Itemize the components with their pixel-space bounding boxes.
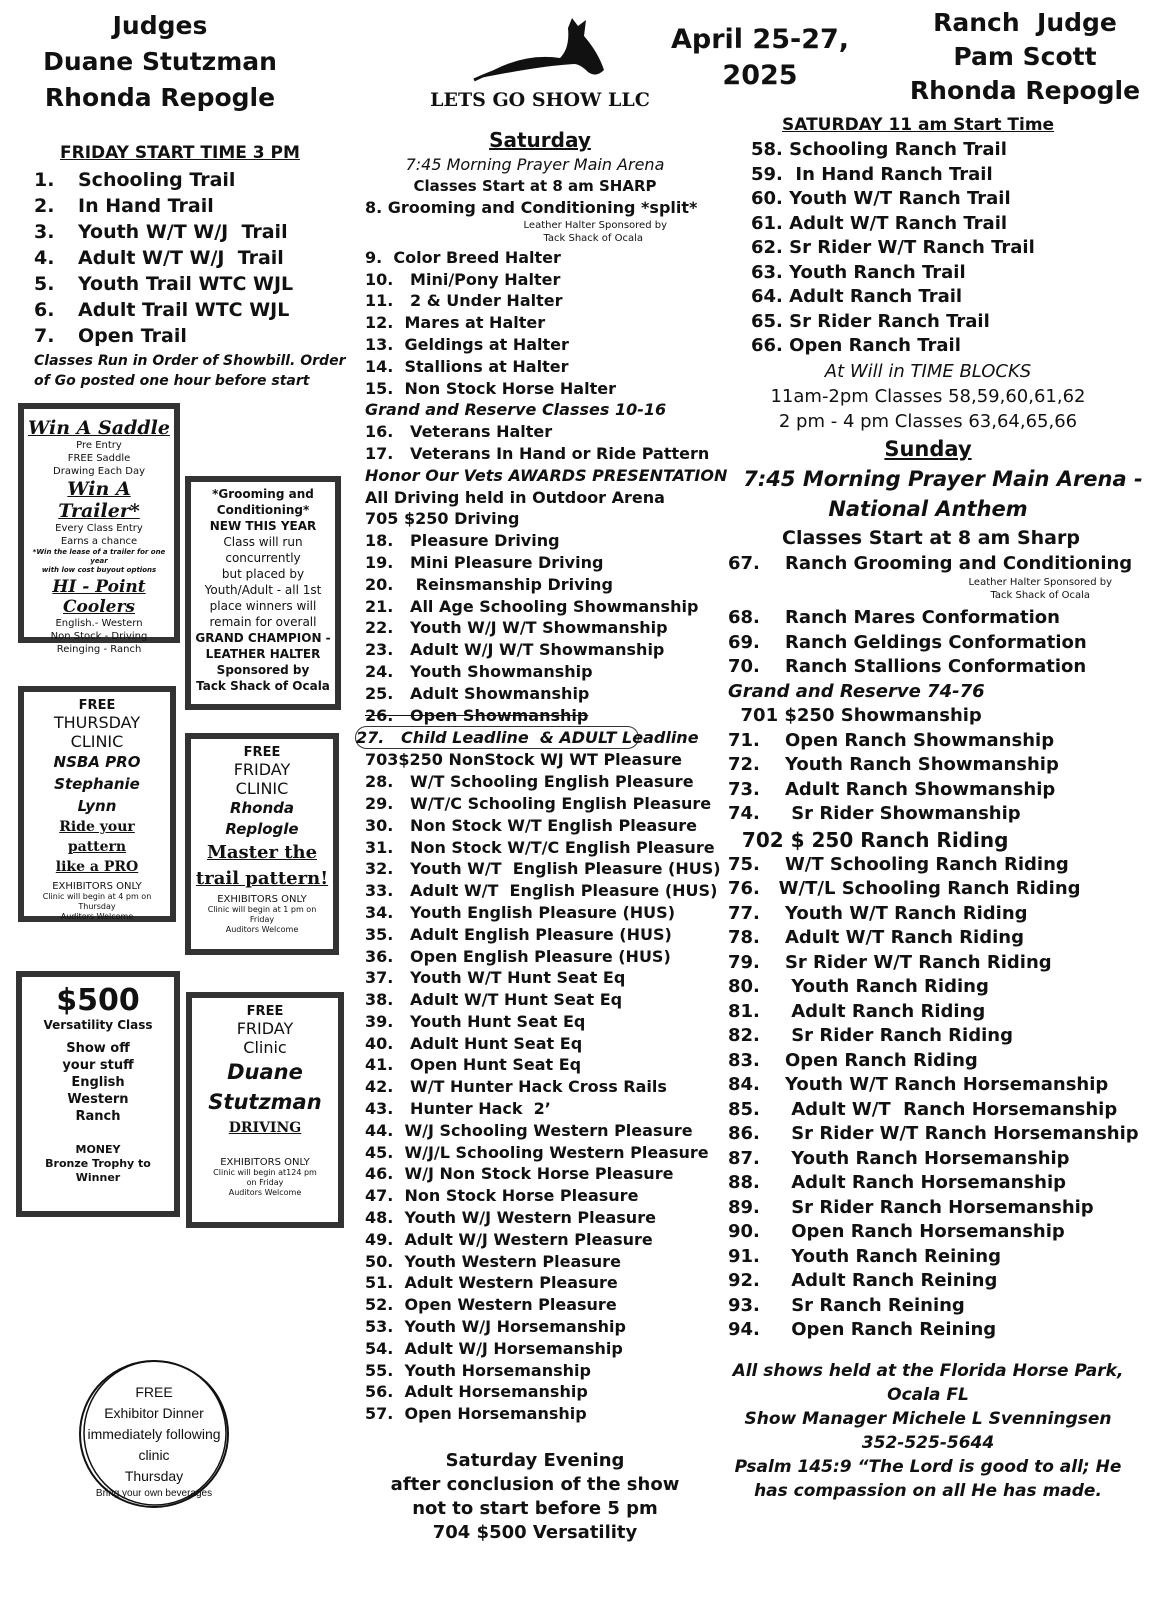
class-name: Youth W/T W/J Trail <box>78 221 288 243</box>
class-row: 28. W/T Schooling English Pleasure <box>365 772 694 792</box>
class-row: 82. Sr Rider Ranch Riding <box>728 1025 1013 1046</box>
class-row: 27. Child Leadline & ADULT Leadline <box>356 728 699 748</box>
logo-text: LETS GO SHOW LLC <box>430 89 650 111</box>
class-row <box>34 245 354 271</box>
class-number: 3. <box>34 221 55 243</box>
class-row: Grand and Reserve 74-76 <box>728 680 985 702</box>
class-number: 7. <box>34 325 55 347</box>
sunday-title: Sunday <box>884 436 972 461</box>
class-name: Youth Trail WTC WJL <box>78 273 294 295</box>
class-row: 702 $ 250 Ranch Riding <box>728 827 1009 852</box>
ranch-saturday-section: SATURDAY 11 am Start Time 58. Schooling Ranch Trail 59. In Hand Ranch Trail 60. Youth W/T Ranch Trail 61. Adult W/T Ranch Trail 62. Sr Rider W/T Ranch Trail 63. Youth Ranch Trail 64. Adult Ranch Trail 65. Sr Rider Ranch Trail 66. Open Ranch Trail At Will in TIME BLOCKS 11am-2pm Classes 58,59,60,61,62 2 pm - 4 pm Classes 63,64,65,66 Sunday 7:45 Morning Prayer Main Arena - National Anthem Classes Start at 8 am Sharp 67. Ranch Grooming and Conditioning Leather Halter Sponsored by Tack Shack of Ocala 68. Ranch Mares Conformation 69. Ranch Geldings Conformation 70. Ranch Stallions Conformation Grand and Reserve 74-76 701 $250 Showmanship 71. Open Ranch Showmanship 72. Youth Ranch Showmanship 73. Adult Ranch Showmanship 74. Sr Rider Showmanship 702 $ 250 Ranch Riding 75. W/T Schooling Ranch Riding 76. W/T/L Schooling Ranch Riding 77. Youth W/T Ranch Riding 78. Adult W/T Ranch Riding 79. Sr Rider W/T Ranch Riding 80. Youth Ranch Riding 81. Adult Ranch Riding 82. Sr Rider Ranch Riding 83. Open Ranch Riding 84. Youth W/T Ranch Horsemanship 85. Adult W/T Ranch Horsemanship 86. Sr Rider W/T Ranch Horsemanship 87. Youth Ranch Horsemanship 88. Adult Ranch Horsemanship 89. Sr Rider Ranch Horsemanship 90. Open Ranch Horsemanship 91. Youth Ranch Reining 92. Adult Ranch Reining 93. Sr Ranch Reining 94. Open Ranch Reining All shows held at the Florida Horse Park, Ocala FL Show Manager Michele L Svenningsen 352-525-5644 Psalm 145:9 “The Lord is good to all; He has compassion on all He has made. <box>728 112 1148 1503</box>
class-row <box>34 297 354 323</box>
judges-title: Judges <box>112 11 208 40</box>
footer-info: All shows held at the Florida Horse Park, Ocala FL Show Manager Michele L Svenningsen 352-525-5644 Psalm 145:9 “The Lord is good to all; He has compassion on all He has made. <box>732 1360 1124 1501</box>
class-row: 42. W/T Hunter Hack Cross Rails <box>365 1077 667 1097</box>
class-row: 26. Open Showmanship <box>365 705 589 725</box>
promo-box-versatility: $500 Versatility Class Show off your stuff English Western Ranch MONEY Bronze Trophy to Winner <box>16 971 180 1217</box>
class-row: 60. Youth W/T Ranch Trail <box>751 188 1011 209</box>
class-row: 62. Sr Rider W/T Ranch Trail <box>751 237 1035 258</box>
class-name: Adult Trail WTC WJL <box>78 299 290 321</box>
class-row <box>34 193 354 219</box>
class-row: 703$250 NonStock WJ WT Pleasure <box>365 750 682 770</box>
class-row: 51. Adult Western Pleasure <box>365 1273 618 1293</box>
class-row <box>34 271 354 297</box>
ranch-judge-title: Ranch Judge <box>933 8 1117 37</box>
class-row: 74. Sr Rider Showmanship <box>728 803 1021 824</box>
class-number: 4. <box>34 247 55 269</box>
class-row: 71. Open Ranch Showmanship <box>728 729 1055 751</box>
class-row: 64. Adult Ranch Trail <box>751 286 963 307</box>
promo-box-thursday-clinic: FREE THURSDAY CLINIC NSBA PRO Stephanie Lynn Ride your pattern like a PRO EXHIBITORS ONLY Clinic will begin at 4 pm on Thursday Auditors Welcome <box>18 686 176 922</box>
versatility-price: $500 <box>56 983 140 1018</box>
judges-block <box>20 8 300 116</box>
class-row: 24. Youth Showmanship <box>365 661 593 681</box>
class-row: 87. Youth Ranch Horsemanship <box>728 1147 1070 1169</box>
class-row: 16. Veterans Halter <box>365 422 553 442</box>
class-row: 63. Youth Ranch Trail <box>751 261 966 283</box>
saturday-title: Saturday <box>489 128 591 152</box>
class-row: 50. Youth Western Pleasure <box>365 1251 621 1271</box>
promo-box-saddle: Win A Saddle Pre Entry FREE Saddle Drawing Each Day Win A Trailer* Every Class Entry Earns a chance *Win the lease of a trailer for one year with low cost buyout options HI - Point Coolers English.- Western Non Stock - Driving Reinging - Ranch <box>18 403 180 643</box>
class-row: 54. Adult W/J Horsemanship <box>365 1338 623 1358</box>
class-row: 45. W/J/L Schooling Western Pleasure <box>365 1142 709 1162</box>
ranch-judge-name: Rhonda Repogle <box>909 76 1141 105</box>
class-row: 89. Sr Rider Ranch Horsemanship <box>728 1196 1094 1218</box>
class-row: 38. Adult W/T Hunt Seat Eq <box>365 990 623 1010</box>
class-row: 75. W/T Schooling Ranch Riding <box>728 853 1069 875</box>
class-row: 76. W/T/L Schooling Ranch Riding <box>728 878 1081 899</box>
class-row: 70. Ranch Stallions Conformation <box>728 656 1087 677</box>
class-row <box>34 323 354 349</box>
class-number: 1. <box>34 169 55 191</box>
class-row: 19. Mini Pleasure Driving <box>365 552 604 572</box>
class-name: Adult W/T W/J Trail <box>78 247 284 269</box>
sunday-grooming: 67. Ranch Grooming and Conditioning <box>728 552 1133 574</box>
promo-box-friday-clinic: FREE FRIDAY CLINIC Rhonda Replogle Master the trail pattern! EXHIBITORS ONLY Clinic will begin at 1 pm on Friday Auditors Welcome <box>185 733 339 955</box>
class-row: 15. Non Stock Horse Halter <box>365 378 616 398</box>
class-row: 31. Non Stock W/T/C English Pleasure <box>365 837 715 857</box>
class-row: 52. Open Western Pleasure <box>365 1295 617 1315</box>
class-row: 40. Adult Hunt Seat Eq <box>365 1033 583 1053</box>
class-row: 88. Adult Ranch Horsemanship <box>728 1172 1066 1193</box>
class-row: 90. Open Ranch Horsemanship <box>728 1221 1065 1242</box>
class-row: 66. Open Ranch Trail <box>751 335 961 356</box>
class-name: In Hand Trail <box>78 195 214 217</box>
class-row: 58. Schooling Ranch Trail <box>751 139 1007 160</box>
class-row: 22. Youth W/J W/T Showmanship <box>365 618 668 638</box>
class-row: 94. Open Ranch Reining <box>728 1319 997 1340</box>
class-row: 13. Geldings at Halter <box>365 334 569 354</box>
class-row: 20. Reinsmanship Driving <box>365 574 613 594</box>
dinner-circle: FREE Exhibitor Dinner immediately following clinic Thursday Bring your own beverages <box>76 1356 232 1512</box>
class-row: 68. Ranch Mares Conformation <box>728 607 1060 628</box>
ranch-judges-block <box>900 6 1150 108</box>
class-row: 705 $250 Driving <box>365 509 520 529</box>
class-row: 25. Adult Showmanship <box>365 683 590 703</box>
class-row <box>34 167 354 193</box>
class-row: 78. Adult W/T Ranch Riding <box>728 927 1024 948</box>
class-row: 23. Adult W/J W/T Showmanship <box>365 640 665 660</box>
class-row: 86. Sr Rider W/T Ranch Horsemanship <box>728 1123 1139 1144</box>
class-row: 43. Hunter Hack 2’ <box>365 1099 551 1119</box>
win-trailer-heading: Win A Trailer* <box>58 478 140 522</box>
class-row: 36. Open English Pleasure (HUS) <box>365 946 671 966</box>
class-row: 77. Youth W/T Ranch Riding <box>728 902 1028 924</box>
saturday-sponsor: Leather Halter Sponsored by Tack Shack of Ocala <box>523 219 667 244</box>
class-row: Honor Our Vets AWARDS PRESENTATION <box>365 465 728 485</box>
class-number: 6. <box>34 299 55 321</box>
class-row: 81. Adult Ranch Riding <box>728 1000 986 1022</box>
promo-box-driving-clinic: FREE FRIDAY Clinic Duane Stutzman DRIVING EXHIBITORS ONLY Clinic will begin at124 pm on Friday Auditors Welcome <box>186 992 344 1228</box>
friday-title: FRIDAY START TIME 3 PM <box>60 143 300 163</box>
class-row: 47. Non Stock Horse Pleasure <box>365 1186 639 1206</box>
saturday-evening: Saturday Evening after conclusion of the show not to start before 5 pm 704 $500 Versatility <box>390 1450 680 1544</box>
win-saddle-heading: Win A Saddle <box>28 417 170 439</box>
class-row: 49. Adult W/J Western Pleasure <box>365 1229 653 1249</box>
class-row: All Driving held in Outdoor Arena <box>365 487 665 507</box>
hi-point-coolers-heading: HI - Point Coolers <box>52 577 146 617</box>
class-row: 39. Youth Hunt Seat Eq <box>365 1011 586 1031</box>
class-row: 30. Non Stock W/T English Pleasure <box>365 815 697 835</box>
class-row: 53. Youth W/J Horsemanship <box>365 1317 626 1337</box>
class-row: 56. Adult Horsemanship <box>365 1382 588 1402</box>
horse-head-icon <box>420 8 660 86</box>
judge-name: Duane Stutzman <box>43 47 277 76</box>
class-row: Grand and Reserve Classes 10-16 <box>365 400 667 420</box>
class-row: 17. Veterans In Hand or Ride Pattern <box>365 443 710 463</box>
class-name: Open Trail <box>78 325 187 347</box>
class-row: 32. Youth W/T English Pleasure (HUS) <box>365 859 721 879</box>
class-row: 14. Stallions at Halter <box>365 356 569 376</box>
class-row: 93. Sr Ranch Reining <box>728 1294 965 1316</box>
class-row: 10. Mini/Pony Halter <box>365 269 561 289</box>
class-row: 12. Mares at Halter <box>365 313 546 333</box>
ranch-saturday-title: SATURDAY 11 am Start Time <box>782 115 1055 135</box>
class-number: 5. <box>34 273 55 295</box>
show-dates: April 25-27, 2025 <box>670 24 850 91</box>
class-row: 72. Youth Ranch Showmanship <box>728 754 1059 775</box>
promo-box-grooming: *Grooming and Conditioning* NEW THIS YEAR Class will run concurrently but placed by Youth/Adult - all 1st place winners will remain for overall GRAND CHAMPION - LEATHER HALTER Sponsored by Tack Shack of Ocala <box>185 476 341 710</box>
class-row: 701 $250 Showmanship <box>728 705 982 726</box>
class-row: 59. In Hand Ranch Trail <box>751 163 993 185</box>
sunday-sponsor: Leather Halter Sponsored by Tack Shack of Ocala <box>968 577 1112 601</box>
class-row: 18. Pleasure Driving <box>365 531 560 551</box>
class-row: 33. Adult W/T English Pleasure (HUS) <box>365 881 718 901</box>
class-row: 11. 2 & Under Halter <box>365 291 563 311</box>
class-row: 79. Sr Rider W/T Ranch Riding <box>728 951 1052 973</box>
class-row: 73. Adult Ranch Showmanship <box>728 778 1056 800</box>
class-number: 2. <box>34 195 55 217</box>
class-row: 41. Open Hunt Seat Eq <box>365 1055 582 1075</box>
class-row: 57. Open Horsemanship <box>365 1404 587 1424</box>
class-row: 37. Youth W/T Hunt Seat Eq <box>365 968 626 988</box>
class-row: 61. Adult W/T Ranch Trail <box>751 212 1008 234</box>
class-row: 69. Ranch Geldings Conformation <box>728 631 1087 653</box>
class-row: 35. Adult English Pleasure (HUS) <box>365 924 672 944</box>
class-row: 80. Youth Ranch Riding <box>728 976 989 997</box>
class-row <box>34 219 354 245</box>
class-row: 91. Youth Ranch Reining <box>728 1245 1001 1267</box>
class-row: 21. All Age Schooling Showmanship <box>365 596 699 616</box>
saturday-section: Saturday 7:45 Morning Prayer Main Arena Classes Start at 8 am SHARP 8. Grooming and Conditioning *split* Leather Halter Sponsored by Tack Shack of Ocala 9. Color Breed Halter 10. Mini/Pony Halter 11. 2 & Under Halter 12. Mares at Halter 13. Geldings at Halter 14. Stallions at Halter 15. Non Stock Horse Halter Grand and Reserve Classes 10-16 16. Veterans Halter 17. Veterans In Hand or Ride Pattern Honor Our Vets AWARDS PRESENTATION All Driving held in Outdoor Arena 705 $250 Driving 18. Pleasure Driving 19. Mini Pleasure Driving 20. Reinsmanship Driving 21. All Age Schooling Showmanship 22. Youth W/J W/T Showmanship 23. Adult W/J W/T Showmanship 24. Youth Showmanship 25. Adult Showmanship 26. Open Showmanship 27. Child Leadline & ADULT Leadline 703$250 NonStock WJ WT Pleasure 28. W/T Schooling English Pleasure 29. W/T/C Schooling English Pleasure 30. Non Stock W/T English Pleasure 31. Non Stock W/T/C English Pleasure 32. Youth W/T English Pleasure (HUS) 33. Adult W/T English Pleasure (HUS) 34. Youth English Pleasure (HUS) 35. Adult English Pleasure (HUS) 36. Open English Pleasure (HUS) 37. Youth W/T Hunt Seat Eq 38. Adult W/T Hunt Seat Eq 39. Youth Hunt Seat Eq 40. Adult Hunt Seat Eq 41. Open Hunt Seat Eq 42. W/T Hunter Hack Cross Rails 43. Hunter Hack 2’ 44. W/J Schooling Western Pleasure 45. W/J/L Schooling Western Pleasure 46. W/J Non Stock Horse Pleasure 47. Non Stock Horse Pleasure 48. Youth W/J Western Pleasure 49. Adult W/J Western Pleasure 50. Youth Western Pleasure 51. Adult Western Pleasure 52. Open Western Pleasure 53. Youth W/J Horsemanship 54. Adult W/J Horsemanship 55. Youth Horsemanship 56. Adult Horsemanship 57. Open Horsemanship Saturday Evening after conclusion of the show not to start before 5 pm 704 $500 Versatility <box>356 128 728 1544</box>
class-row: 55. Youth Horsemanship <box>365 1360 591 1380</box>
class-row: 92. Adult Ranch Reining <box>728 1270 998 1291</box>
saturday-grooming: 8. Grooming and Conditioning *split* <box>365 198 698 217</box>
class-name: Schooling Trail <box>78 169 236 191</box>
class-row: 65. Sr Rider Ranch Trail <box>751 310 990 332</box>
logo <box>420 8 660 111</box>
class-row: 9. Color Breed Halter <box>365 247 561 267</box>
friday-section <box>34 143 354 391</box>
judge-name: Rhonda Repogle <box>44 83 276 112</box>
class-row: 83. Open Ranch Riding <box>728 1049 978 1071</box>
class-row: 85. Adult W/T Ranch Horsemanship <box>728 1098 1118 1120</box>
friday-note: Classes Run in Order of Showbill. Order of Go posted one hour before start <box>34 353 346 389</box>
class-row: 44. W/J Schooling Western Pleasure <box>365 1120 693 1140</box>
class-row: 46. W/J Non Stock Horse Pleasure <box>365 1164 674 1184</box>
ranch-judge-name: Pam Scott <box>953 42 1097 71</box>
class-row: 29. W/T/C Schooling English Pleasure <box>365 793 712 813</box>
class-row: 84. Youth W/T Ranch Horsemanship <box>728 1074 1109 1095</box>
class-row: 34. Youth English Pleasure (HUS) <box>365 902 676 922</box>
class-row: 48. Youth W/J Western Pleasure <box>365 1208 656 1228</box>
